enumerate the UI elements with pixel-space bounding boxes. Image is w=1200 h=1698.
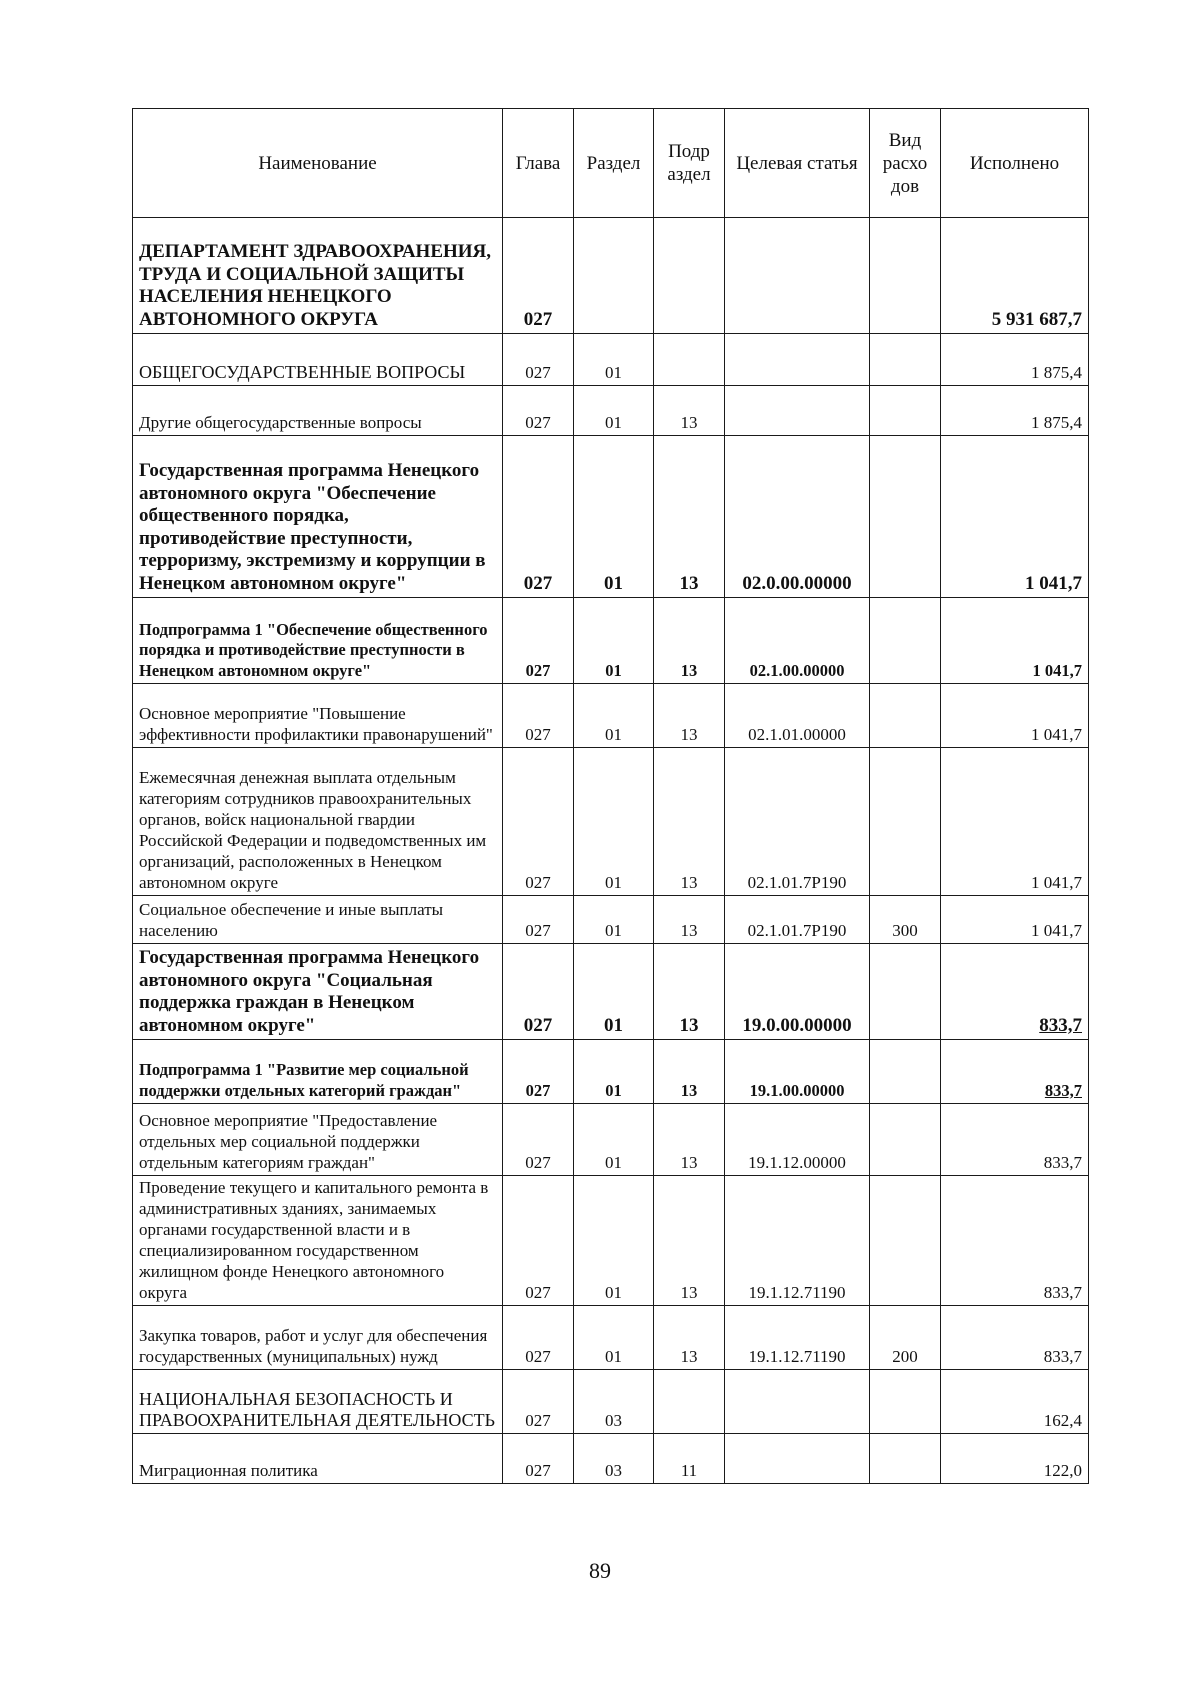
row-name: Социальное обеспечение и иные выплаты населению xyxy=(133,896,503,944)
row-podrazdel: 13 xyxy=(654,944,725,1040)
row-celevaya: 02.1.00.00000 xyxy=(725,598,870,684)
row-celevaya xyxy=(725,1370,870,1434)
row-ispolneno: 1 875,4 xyxy=(941,386,1089,436)
row-razdel: 01 xyxy=(574,944,654,1040)
row-ispolneno: 162,4 xyxy=(941,1370,1089,1434)
row-vid xyxy=(870,1370,941,1434)
row-razdel: 01 xyxy=(574,1104,654,1176)
row-vid xyxy=(870,598,941,684)
row-podrazdel: 11 xyxy=(654,1434,725,1484)
row-vid xyxy=(870,436,941,598)
row-glava: 027 xyxy=(503,1104,574,1176)
row-glava: 027 xyxy=(503,598,574,684)
row-name: ДЕПАРТАМЕНТ ЗДРАВООХРАНЕНИЯ, ТРУДА И СОЦИАЛЬНОЙ ЗАЩИТЫ НАСЕЛЕНИЯ НЕНЕЦКОГО АВТОНОМНОГО ОКРУГА xyxy=(133,218,503,334)
row-glava: 027 xyxy=(503,684,574,748)
header-name: Наименование xyxy=(133,109,503,218)
row-razdel: 01 xyxy=(574,684,654,748)
row-ispolneno: 833,7 xyxy=(941,1040,1089,1104)
row-name: Закупка товаров, работ и услуг для обеспечения государственных (муниципальных) нужд xyxy=(133,1306,503,1370)
row-podrazdel: 13 xyxy=(654,1104,725,1176)
row-glava: 027 xyxy=(503,748,574,896)
row-glava: 027 xyxy=(503,1434,574,1484)
row-name: Подпрограмма 1 "Развитие мер социальной поддержки отдельных категорий граждан" xyxy=(133,1040,503,1104)
row-podrazdel xyxy=(654,218,725,334)
row-glava: 027 xyxy=(503,1370,574,1434)
row-vid xyxy=(870,386,941,436)
row-podrazdel: 13 xyxy=(654,748,725,896)
row-celevaya: 19.1.00.00000 xyxy=(725,1040,870,1104)
row-podrazdel: 13 xyxy=(654,896,725,944)
row-podrazdel: 13 xyxy=(654,386,725,436)
row-vid: 200 xyxy=(870,1306,941,1370)
row-vid xyxy=(870,1104,941,1176)
row-vid xyxy=(870,1176,941,1306)
header-ispolneno: Исполнено xyxy=(941,109,1089,218)
row-celevaya: 02.0.00.00000 xyxy=(725,436,870,598)
row-razdel: 03 xyxy=(574,1370,654,1434)
header-vid: Вид расхо дов xyxy=(870,109,941,218)
table-row xyxy=(133,334,1089,386)
header-glava: Глава xyxy=(503,109,574,218)
row-vid xyxy=(870,218,941,334)
row-celevaya: 02.1.01.00000 xyxy=(725,684,870,748)
table-row xyxy=(133,1434,1089,1484)
row-name: Ежемесячная денежная выплата отдельным категориям сотрудников правоохранительных органов, войск национальной гвардии Российской Федерации и подведомственных им организаций, расположенных в Ненецком автономном округе xyxy=(133,748,503,896)
table-row xyxy=(133,1040,1089,1104)
row-celevaya: 19.1.12.71190 xyxy=(725,1306,870,1370)
row-glava: 027 xyxy=(503,386,574,436)
row-ispolneno: 1 041,7 xyxy=(941,436,1089,598)
row-podrazdel: 13 xyxy=(654,1040,725,1104)
row-vid xyxy=(870,944,941,1040)
row-podrazdel: 13 xyxy=(654,436,725,598)
table-row xyxy=(133,1370,1089,1434)
header-celevaya: Целевая статья xyxy=(725,109,870,218)
row-podrazdel: 13 xyxy=(654,1306,725,1370)
row-ispolneno: 1 875,4 xyxy=(941,334,1089,386)
row-razdel: 03 xyxy=(574,1434,654,1484)
row-celevaya xyxy=(725,386,870,436)
budget-table xyxy=(132,108,1089,1484)
row-razdel: 01 xyxy=(574,386,654,436)
header-razdel: Раздел xyxy=(574,109,654,218)
row-ispolneno: 833,7 xyxy=(941,1176,1089,1306)
row-razdel: 01 xyxy=(574,598,654,684)
row-glava: 027 xyxy=(503,1306,574,1370)
row-name: Основное мероприятие "Предоставление отдельных мер социальной поддержки отдельным категориям граждан" xyxy=(133,1104,503,1176)
row-celevaya: 02.1.01.7Р190 xyxy=(725,748,870,896)
row-ispolneno: 1 041,7 xyxy=(941,684,1089,748)
row-ispolneno: 833,7 xyxy=(941,944,1089,1040)
table-row xyxy=(133,218,1089,334)
row-podrazdel: 13 xyxy=(654,684,725,748)
row-vid xyxy=(870,334,941,386)
header-podrazdel: Подр аздел xyxy=(654,109,725,218)
table-row xyxy=(133,944,1089,1040)
table-row xyxy=(133,436,1089,598)
row-ispolneno: 5 931 687,7 xyxy=(941,218,1089,334)
table-row xyxy=(133,684,1089,748)
row-name: Основное мероприятие "Повышение эффективности профилактики правонарушений" xyxy=(133,684,503,748)
table-row xyxy=(133,1176,1089,1306)
row-razdel: 01 xyxy=(574,1306,654,1370)
row-glava: 027 xyxy=(503,896,574,944)
table-row xyxy=(133,748,1089,896)
row-podrazdel xyxy=(654,1370,725,1434)
row-name: Государственная программа Ненецкого автономного округа "Обеспечение общественного порядка, противодействие преступности, терроризму, экстремизму и коррупции в Ненецком автономном округе" xyxy=(133,436,503,598)
row-name: ОБЩЕГОСУДАРСТВЕННЫЕ ВОПРОСЫ xyxy=(133,334,503,386)
row-ispolneno: 1 041,7 xyxy=(941,598,1089,684)
row-razdel: 01 xyxy=(574,896,654,944)
row-razdel: 01 xyxy=(574,436,654,598)
page-number: 89 xyxy=(589,1558,611,1583)
row-celevaya: 19.1.12.71190 xyxy=(725,1176,870,1306)
row-razdel: 01 xyxy=(574,1040,654,1104)
row-razdel: 01 xyxy=(574,334,654,386)
row-glava: 027 xyxy=(503,436,574,598)
table-row xyxy=(133,1306,1089,1370)
row-ispolneno: 833,7 xyxy=(941,1306,1089,1370)
row-razdel xyxy=(574,218,654,334)
row-ispolneno: 1 041,7 xyxy=(941,896,1089,944)
row-ispolneno: 122,0 xyxy=(941,1434,1089,1484)
row-podrazdel: 13 xyxy=(654,1176,725,1306)
row-name: Проведение текущего и капитального ремонта в административных зданиях, занимаемых органами государственной власти и в специализированном государственном жилищном фонде Ненецкого автономного округа xyxy=(133,1176,503,1306)
row-celevaya xyxy=(725,218,870,334)
row-ispolneno: 1 041,7 xyxy=(941,748,1089,896)
row-vid xyxy=(870,684,941,748)
row-vid: 300 xyxy=(870,896,941,944)
row-vid xyxy=(870,1434,941,1484)
row-celevaya xyxy=(725,1434,870,1484)
row-glava: 027 xyxy=(503,1176,574,1306)
table-header-row xyxy=(133,109,1089,218)
row-name: Государственная программа Ненецкого автономного округа "Социальная поддержка граждан в Ненецком автономном округе" xyxy=(133,944,503,1040)
row-glava: 027 xyxy=(503,334,574,386)
row-glava: 027 xyxy=(503,944,574,1040)
row-ispolneno: 833,7 xyxy=(941,1104,1089,1176)
row-vid xyxy=(870,748,941,896)
row-name: НАЦИОНАЛЬНАЯ БЕЗОПАСНОСТЬ И ПРАВООХРАНИТЕЛЬНАЯ ДЕЯТЕЛЬНОСТЬ xyxy=(133,1370,503,1434)
row-name: Подпрограмма 1 "Обеспечение общественного порядка и противодействие преступности в Ненецком автономном округе" xyxy=(133,598,503,684)
table-row xyxy=(133,896,1089,944)
row-name: Миграционная политика xyxy=(133,1434,503,1484)
row-glava: 027 xyxy=(503,218,574,334)
row-vid xyxy=(870,1040,941,1104)
row-podrazdel xyxy=(654,334,725,386)
table-row xyxy=(133,598,1089,684)
row-celevaya xyxy=(725,334,870,386)
row-celevaya: 19.1.12.00000 xyxy=(725,1104,870,1176)
row-podrazdel: 13 xyxy=(654,598,725,684)
table-row xyxy=(133,386,1089,436)
row-celevaya: 19.0.00.00000 xyxy=(725,944,870,1040)
row-celevaya: 02.1.01.7Р190 xyxy=(725,896,870,944)
row-glava: 027 xyxy=(503,1040,574,1104)
row-razdel: 01 xyxy=(574,1176,654,1306)
table-row xyxy=(133,1104,1089,1176)
row-name: Другие общегосударственные вопросы xyxy=(133,386,503,436)
row-razdel: 01 xyxy=(574,748,654,896)
